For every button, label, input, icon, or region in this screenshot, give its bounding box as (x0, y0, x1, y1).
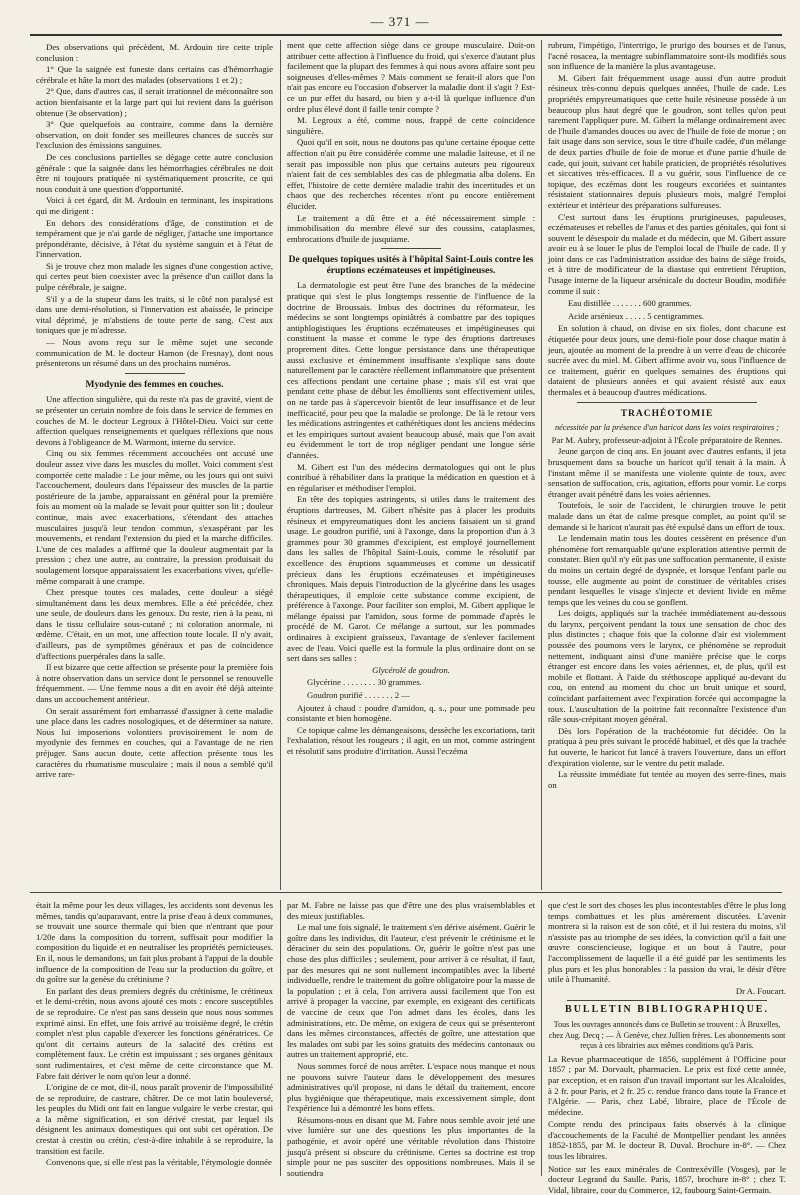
column-divider (541, 900, 542, 1176)
bibliography-entry: Compte rendu des principaux faits observés à la clinique d'accouchements de la Faculté de Montpellier pendant les années 1852-1855, par M. le docteur B. Duval. Brochure in-8°. — Chez tous les libraires. (548, 1119, 786, 1162)
paragraph: Convenons que, si elle n'est pas la véritable, l'étymologie donnée (46, 1157, 272, 1168)
section-heading: Myodynie des femmes en couches. (85, 379, 224, 390)
section-heading: TRACHÉOTOMIE (620, 408, 714, 419)
column-left (36, 42, 273, 892)
paragraph: — Nous avons reçu sur le même sujet une seconde communication de M. le docteur Hamon (de Fresnay), dont nous présenterons un résumé dans un des prochains numéros. (36, 337, 273, 369)
paragraph: Cinq ou six femmes récemment accouchées ont accusé une douleur assez vive dans les muscles du mollet. Voici comment s'est comportée cette maladie : Le jour même, ou les jours qui ont suivi l'accouchement, douleurs dans l'épaisseur des muscles de la partie postérieure de la jambe, apparaissant en général pour la première fois au moment où la malade se levait pour quitter son lit ; douleur continue, mais avec exacerbations, s'étendant des attaches musculaires jusqu'à leur tendon commun, s'exaspérant par les mouvements, et rendant l'extension du pied et la marche difficiles. L'une de ces malades a affirmé que la douleur augmentait par la pression ; chez une autre, au contraire, la pression produisait du soulagement lorsque apparaissaient les exacerbations vives, qu'elle-même comparait à une crampe. (36, 448, 273, 586)
paragraph: Le lendemain matin tous les doutes cessèrent en présence d'un phénomène fort remarquable qu'une exploration attentive permit de constater. Bien qu'il n'y eût pas une suffocation permanente, il existe du moins un certain degré de dyspnée, et lorsque l'enfant parle ou tousse, elle augmente au point de constituer de véritables crises pendant lesquelles le visage s'injecte et devient livide en même temps que les veines du cou se gonflent. (548, 533, 786, 607)
paragraph: S'il y a de la stupeur dans les traits, si le côté non paralysé est dans une demi-résolution, si l'innervation est abaissée, le principe vital déprimé, je m'abstiens de toute perte de sang. C'est aux toniques que je m'adresse. (36, 293, 273, 336)
paragraph: Le traitement a dû être et a été nécessairement simple : immobilisation du membre élevé sur des coussins, cataplasmes, embrocations d'huile de jusquiame. (287, 212, 535, 244)
section-heading: De quelques topiques usités à l'hôpital Saint-Louis contre les éruptions eczémateuses et impétigineuses. (288, 255, 534, 276)
separator (381, 248, 441, 249)
bibliography-entry: La Revue pharmaceutique de 1856, supplément à l'Officine pour 1857 ; par M. Dorvault, pharmacien. Le prix est fixé cette année, par exception, et en raison d'un travail important sur les Alcaloïdes, à 2 fr. pour Paris, et 2 fr. 25 c. rendue franco dans toute la France et l'Algérie. — Paris, chez Labé, libraire, place de l'École de médecine. (548, 1053, 786, 1117)
ingredient-name: Goudron purifié (307, 690, 363, 701)
ingredient-name: Acide arsénieux (568, 310, 624, 321)
ingredient-quantity: 600 grammes. (642, 298, 692, 309)
paragraph: Résumons-nous en disant que M. Fabre nous semble avoir jeté une vive lumière sur une des questions les plus importantes de la pathogénie, et avoir opéré une véritable révolution dans l'histoire jusqu'à présent si obscure du crétinisme. Certes sa doctrine est trop simple pour ne pas susciter des oppositions nombreuses. Mais il se soutiendra (287, 1114, 535, 1178)
paragraph: Jeune garçon de cinq ans. En jouant avec d'autres enfants, il jeta brusquement dans sa bouche un haricot qu'il tenait à la main. À l'instant même il se manifesta une violente quinte de toux, avec sensation de suffocation, cris, agitation, efforts pour vomir. Le corps étranger avait pénétré dans les voies aériennes. (548, 446, 786, 499)
section-divider (30, 892, 782, 893)
formula-title: Glycérolé de goudron. (372, 664, 450, 675)
bibliography-entry: Notice sur les eaux minérales de Contrexéville (Vosges), par le docteur Legrand du Saulle. Paris, 1857, brochure in-8° ; chez T. Vidal, libraire, cour du Commerce, 12, faubourg Saint-Germain. (548, 1163, 786, 1195)
conclusion-item: 2° Que, dans d'autres cas, il serait irrationnel de méconnaître son action bienfaisante et la large part qui lui revient dans la guérison obtenue (3e observation) ; (36, 86, 273, 118)
paragraph: M. Gibert fait fréquemment usage aussi d'un autre produit résineux très-connu depuis quelques années, l'huile de cade. Les propriétés empyreumatiques que cette huile résineuse possède à un beaucoup plus haut degré que le goudron, sont telles qu'on peut rarement l'appliquer pure. M. Gibert la mélange ordinairement avec de l'huile d'amandes douces ou avec de l'huile de foie de morue ; on fait usage dans son service, sous le titre d'huile cadée, d'un mélange de deux parties d'huile de foie de morue et d'une partie d'huile de cade, qui jouit, suivant cet habile praticien, de propriétés résolutives et siccatives très-efficaces. Il a vu guérir, sous l'influence de ce topique, des eczémas dont les rougeurs excoriées et suintantes résistaient stationnaires depuis plusieurs mois, malgré l'emploi extérieur et intérieur des préparations sulfureuses. (548, 72, 786, 210)
paragraph: M. Legroux a été, comme nous, frappé de cette coïncidence singulière. (287, 115, 535, 136)
paragraph: Voici à cet égard, dit M. Ardouin en terminant, les inspirations qui me dirigent : (36, 195, 273, 216)
bulletin-title: BULLETIN BIBLIOGRAPHIQUE. (565, 1004, 769, 1016)
conclusion-item: 1° Que la saignée est funeste dans certains cas d'hémorrhagie cérébrale et hâte la mort des malades (observations 1 et 2) ; (36, 64, 273, 85)
paragraph: En solution à chaud, on divise en six fioles, dont chacune est étiquetée pour deux jours, une demi-fiole pour dose chaque matin à jeun, ajoutée au moment de la prendre à un verre d'eau de chicorée sucrée avec du miel. M. Gibert affirme avoir vu, sous l'influence de ce traitement, guérir en quelques semaines des éruptions qui dataient de plusieurs années et qui avaient résisté aux eaux thermales et à beaucoup d'autres médications. (548, 323, 786, 397)
paragraph: était la même pour les deux villages, les accidents sont devenus les mêmes, tandis qu'auparavant, entre la prise d'eau à deux communes, se trouvait une source thermale qui bien que n'entrant que pour 1/20e dans la composition du torrent, suffisait pour modifier la composition du liquide et en neutraliser les propriétés pernicieuses. En il, nous le demandons, un fait plus probant à l'appui de la double influence de la composition de l'eau sur la production du goître, et du goître sur la genèse du crétinisme ? (36, 900, 273, 985)
paragraph: L'origine de ce mot, dit-il, nous paraît provenir de l'impossibilité de se reproduire, de castrare, châtrer. De ce mot latin bouleversé, les peuples du Midi ont fait en langue vulgaire le verbe crestar, qui a la même signification, et son dérivé crestat, par lequel ils désignent les animaux domestiques qui ont subi cet opération. De crestat à crestin ou crétin, c'est-à-dire inhabile à se reproduire, la transition est facile. (36, 1082, 273, 1156)
paragraph: De ces conclusions partielles se dégage cette autre conclusion générale : que la saignée dans les hémorrhagies cérébrales ne doit être ni toujours pratiquée ni systématiquement proscrite, ce qui nous conduit à une question d'opportunité. (36, 151, 273, 194)
section-subheading: nécessitée par la présence d'un haricot dans les voies respiratoires ; (555, 423, 779, 433)
column-divider (280, 900, 281, 1176)
ingredient-quantity: 30 grammes. (377, 677, 422, 688)
paragraph: Des observations qui précèdent, M. Ardouin tire cette triple conclusion : (36, 42, 273, 63)
paragraph: En dehors des considérations d'âge, de constitution et de tempérament que je n'ai garde de négliger, j'attache une importance prépondérante, décisive, à l'état du système sanguin et à l'état de l'innervation. (36, 217, 273, 260)
paragraph: La réussite immédiate fut tentée au moyen des serre-fines, mais on (548, 769, 786, 790)
paragraph: En parlant des deux premiers degrés du crétinisme, le crétineux et le demi-crétin, nous avons ajouté ces mots : encore susceptibles de se reproduire. Ce n'est pas sans dessein que nous nous sommes exprimé ainsi. En effet, une fois arrivé au troisième degré, le crétin complet n'est plus capable d'exercer les fonctions génératrices. Ce qu'ont dit certains auteurs de la salacité des crétins est complètement faux. Le crétin est impuissant ; ses organes génitaux sont rudimentaires, et c'est même de cette circonstance que M. Fabre fait dériver le nom qu'on leur a donné. (36, 985, 273, 1081)
column-right (548, 40, 786, 890)
separator (567, 1000, 767, 1001)
ingredient-quantity: 5 centigrammes. (647, 310, 705, 321)
article-author: Par M. Aubry, professeur-adjoint à l'École préparatoire de Rennes. (551, 434, 783, 445)
paragraph: La dermatologie est peut être l'une des branches de la médecine pratique qui s'est le plus longtemps ressentie de l'influence de la doctrine de Broussais. Imbus des doctrines du réformateur, les médecins se sont longtemps opiniâtrés à combattre par des topiques antiphlogistiques les éruptions eczémateuses et impétigineuses qui constituent la masse et comme le type des éruptions dartreuses proprement dites. Cette longue persistance dans une thérapeutique aussi exclusive et éminemment insuffisante s'explique sans doute naturellement par le caractère réellement inflammatoire que présentent ces affections pendant une certaine phase ; mais s'il est vrai que pendant cette phase de début les émollients sont effectivement utiles, on ne tarde pas à s'apercevoir bientôt de leur insuffisance et de leur inefficacité, pour peu que la maladie se prolonge. De là le retour vers les médications astringentes et cathérétiques dont les anciens médecins et les empiriques surtout avaient beaucoup abusé, mais que l'on avait eu évidemment le tort de trop négliger pendant une longue série d'années. (287, 280, 535, 460)
paragraph: Si je trouve chez mon malade les signes d'une congestion active, qui certes peut bien coexister avec la présence d'un caillot dans la pulpe cérébrale, je saigne. (36, 260, 273, 293)
bottom-column-left (36, 900, 273, 1176)
paragraph: Chez presque toutes ces malades, cette douleur a siégé simultanément dans les deux membres. Elle a été précédée, chez une seule, de douleurs dans les genoux. Du reste, rien à la peau, ni dans le tissu cellulaire sous-cutané ; ni coloration anormale, ni œdème. C'était, en un mot, une affection toute locale. Il n'y avait, d'ailleurs, pas de symptômes généraux et pas de coïncidence d'affections puerpérales dans la salle. (36, 587, 273, 661)
ornament-separator (577, 402, 757, 403)
paragraph: Toutefois, le soir de l'accident, le chirurgien trouve le petit malade dans un état de calme presque complet, au point qu'il se demande si le haricot n'aurait pas été expulsé dans un effort de toux. (548, 500, 786, 532)
paragraph: rubrum, l'impétigo, l'intertrigo, le prurigo des bourses et de l'anus, l'acné rosacea, la mentagre subinflammatoire sont-ils modifiés sous son influence de la manière la plus avantageuse. (548, 40, 786, 72)
ingredient-name: Eau distillée (568, 298, 611, 309)
bottom-column-right (548, 900, 786, 1195)
paragraph: par M. Fabre ne laisse pas que d'être une des plus vraisemblables et des mieux justifiables. (287, 900, 535, 921)
header-rule (30, 34, 782, 36)
signature: Dr A. Foucart. (735, 985, 786, 996)
bulletin-intro: Tous les ouvrages annoncés dans ce Bulletin se trouvent : À Bruxelles, chez Aug. Decq ; — À Genève, chez Jullien frères. Les abonnements sont reçus à ces librairies aux mêmes conditions qu'à Paris. (548, 1019, 786, 1051)
paragraph: C'est surtout dans les éruptions prurigineuses, papuleuses, eczémateuses et rebelles de l'anus et des parties génitales, qui font si souvent le désespoir du malade et du médecin, que M. Gibert assure avoir eu à se louer le plus de l'emploi local de l'huile de cade. Il y joint dans ce cas l'administration assidue des bains de siège froids, et à titre de modificateur de la diastase qui entretient l'éruption, l'usage interne de la liqueur arsénicale du docteur Boudin, modifiée comme il suit : (548, 211, 786, 296)
paragraph: que c'est le sort des choses les plus incontestables d'être le plus long temps combattues et les plus amèrement discutées. L'avenir montrera si la raison est de son côté, et il lui restera du moins, s'il n'assiste pas au triomphe de ses idées, la conviction qu'il a fait une œuvre consciencieuse, logique et un bout à l'autre, pour l'accomplissement de laquelle il a été guidé par les sentiments les plus purs et les plus honorables : la passion du vrai, le désir d'être utile à l'humanité. (548, 900, 786, 985)
bottom-column-middle (287, 900, 535, 1176)
column-divider (280, 40, 281, 890)
paragraph: Une affection singulière, qui du reste n'a pas de gravité, vient de se présenter un certain nombre de fois dans le service de femmes en couches de M. le docteur Legroux à l'Hôtel-Dieu. Voici sur cette affection quelques renseignements et quelques réflexions que nous devons à l'obligeance de M. Warmont, interne du service. (36, 394, 273, 447)
page-number: — 371 — (370, 14, 430, 29)
paragraph: Dès lors l'opération de la trachéotomie fut décidée. On la pratiqua à peu près suivant le procédé habituel, et dès que la trachée fut ouverte, le haricot fut lancé à travers l'ouverture, dans un effort d'expiration violente, sur le ventre du petit malade. (548, 725, 786, 768)
paragraph: Ajoutez à chaud : poudre d'amidon, q. s., pour une pommade peu consistante et bien homogène. (287, 702, 535, 724)
paragraph: ment que cette affection siège dans ce groupe musculaire. Doit-on attribuer cette affection à l'influence du froid, qui s'exerce d'autant plus facilement que la plupart des femmes à qui nous avons affaire sont peu soigneuses d'elles-mêmes ? Mais comment se ferait-il alors que l'on n'ait pas encore eu l'occasion d'observer la maladie dont il s'agit ? Est-ce un pur effet du hasard, ou bien y a-t-il là quelque influence d'un ordre plus élevé dont il faille tenir compte ? (287, 40, 535, 114)
formula-line: Goudron purifié . . . . . . . 2 — (307, 690, 410, 701)
paragraph: M. Gibert est l'un des médecins dermatologues qui ont le plus contribué à réhabiliter dans la pratique la médication en question et à en régulariser et méthodiser l'emploi. (287, 461, 535, 493)
paragraph: Nous sommes forcé de nous arrêter. L'espace nous manque et nous ne pouvons suivre l'auteur dans le développement des mesures administratives qu'il propose, ni dans le détail du traitement, encore plus hygiénique que thérapeutique, mais excessivement simple, dont l'expérience lui a démontré les bons effets. (287, 1060, 535, 1114)
paragraph: En tête des topiques astringents, si utiles dans le traitement des éruptions dartreuses, M. Gibert n'hésite pas à placer les produits résineux et empyreumatiques dont les anciens faisaient un si grand usage. Le goudron purifié, uni à l'axonge, dans la proportion d'un à 3 grammes pour 30 grammes d'excipient, est employé journellement dans les salles de l'hôpital Saint-Louis, comme le résolutif par excellence des éruptions squammeuses et comme un dessicatif précieux dans les éruptions eczémateuses et impétigineuses chroniques. Mais depuis l'introduction de la glycérine dans les usages thérapeutiques, il emploie cette substance comme excipient, de préférence à l'axonge. Pour faciliter son emploi, M. Gibert applique le mélange épaissi par l'amidon, sous forme de pommade d'après le procédé de M. Garot. Ce mélange a surtout, sur les pommades ordinaires à excipient graisseux, l'avantage de s'enlever facilement avec de l'eau. Voici quelle est la formule la plus ordinaire dont on se sert dans ses salles : (287, 494, 535, 664)
paragraph: Il est bizarre que cette affection se présente pour la première fois à notre observation dans un service dont le personnel se renouvelle fréquemment. — Une femme nous a dit en avoir été déjà atteinte dans un accouchement antérieur. (36, 662, 273, 705)
column-divider (541, 40, 542, 890)
paragraph: Les doigts, appliqués sur la trachée immédiatement au-dessous du larynx, perçoivent pendant la toux une sensation de choc des plus distinctes ; chaque fois que la colonne d'air est violemment poussée des poumons vers le larynx, ce phénomène se reproduit nettement, indiquant ainsi d'une manière précise que le corps étranger est encore dans les voies aériennes, et, de plus, qu'il est mobile et flottant. À l'aide du stéthoscope appliqué au-devant du cou, on entend au moment du choc un bruit unique et sourd, coïncidant parfaitement avec l'expiration forcée qui accompagne la toux. L'auscultation de la poitrine fait reconnaître l'existence d'un râle sous-crépitant moyen général. (548, 608, 786, 725)
formula-line: Acide arsénieux . . . . . 5 centigrammes. (568, 310, 705, 321)
ingredient-name: Glycérine (307, 677, 341, 688)
formula-line: Eau distillée . . . . . . . 600 grammes. (568, 298, 692, 309)
paragraph: On serait assurément fort embarrassé d'assigner à cette maladie une place dans les cadres nosologiques, et de déterminer sa nature. Nous lui imposerions volontiers provisoirement le nom de myodynie des femmes en couches, qui a l'avantage de ne rien préjuger. Sans aucun doute, cette affection présente tous les caractères du rhumatisme musculaire ; mais il nous a semblé qu'il arrive rare- (36, 705, 273, 780)
paragraph: Le mal une fois signalé, le traitement s'en dérive aisément. Guérir le goître dans les individus, dit l'auteur, c'est prévenir le crétinisme et le déraciner du sein des populations. Or, guérir le goître n'est pas une chose des plus difficiles ; seulement, pour arriver à ce résultat, il faut, par des mesures qui ne sont nullement incompatibles avec la liberté individuelle, rendre le traitement du goître obligatoire pour la masse de la population ; et à cela, l'on arrivera aussi facilement que l'on est arrivé à propager la vaccine, par exemple, en exigeant des certificats de vaccine de ceux que l'on admet dans les écoles, dans les administrations, etc. De même, on exigera de ceux qui se présenteront dans les mêmes circonstances, affectés de goître, une attestation que les malades ont subi par les soins gratuits des médecins cantonaux ou autres un traitement approprié, etc. (287, 922, 535, 1060)
column-middle (287, 40, 535, 890)
paragraph: Quoi qu'il en soit, nous ne doutons pas qu'une certaine époque cette affection n'ait pu être considérée comme une maladie laiteuse, et il ne serait pas impossible non plus que certains auteurs peu rigoureux n'aient fait de ces semblables des cas de phlegmatia alba dolens. En effet, l'histoire de cette dernière maladie trahit des incertitudes et un chaos que des recherches récentes n'ont pu encore entièrement élucider. (287, 137, 535, 211)
formula-line: Glycérine . . . . . . . . 30 grammes. (307, 677, 422, 688)
paragraph: Ce topique calme les démangeaisons, dessèche les excoriations, tarit l'exhalation, résout les rougeurs ; il agit, en un mot, comme astringent et résolutif sans produire d'irritation. Aussi l'eczéma (287, 724, 535, 756)
conclusion-item: 3° Que quelquefois au contraire, comme dans la dernière observation, on doit fonder ses meilleures chances de succès sur l'exclusion des émissions sanguines. (36, 119, 273, 151)
separator (125, 373, 185, 374)
ingredient-quantity: 2 — (394, 690, 410, 701)
